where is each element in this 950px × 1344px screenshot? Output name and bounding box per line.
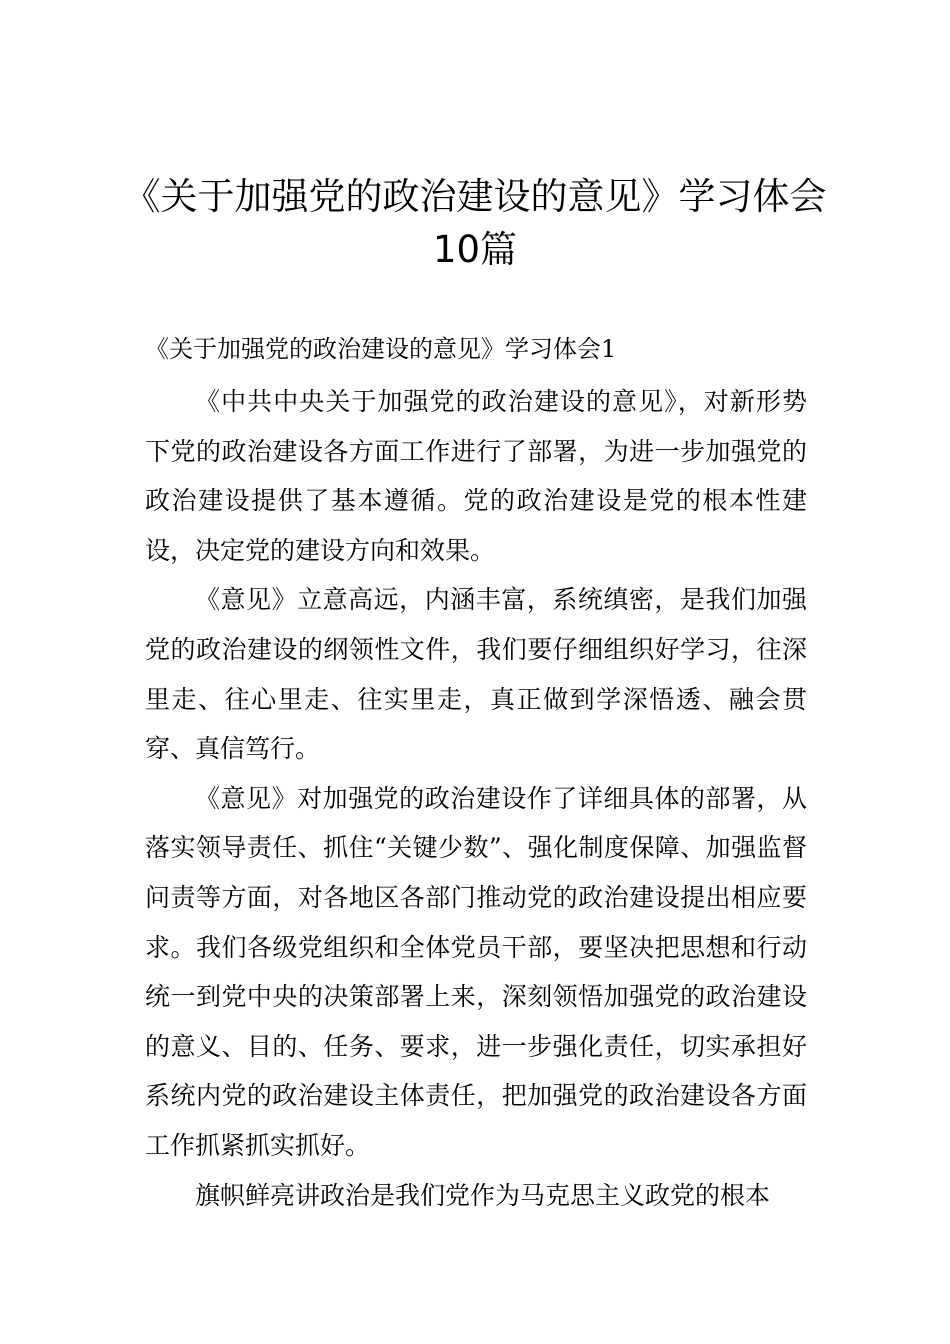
section-heading: 《关于加强党的政治建设的意见》学习体会1 <box>145 335 617 363</box>
paragraph: 旗帜鲜亮讲政治是我们党作为马克思主义政党的根本 <box>195 1180 771 1210</box>
paragraph: 《意见》立意高远，内涵丰富，系统缜密，是我们加强党的政治建设的纲领性文件，我们要仔细组织好学习，往深里走、往心里走、往实里走，真正做到学深悟透、融会贯穿、真信笃行。 <box>145 585 807 764</box>
paragraph: 《意见》对加强党的政治建设作了详细具体的部署，从落实领导责任、抓住“关键少数”、强化制度保障、加强监督问责等方面，对各地区各部门推动党的政治建设提出相应要求。我们各级党组织和全体党员干部，要坚决把思想和行动统一到党中央的决策部署上来，深刻领悟加强党的政治建设的意义、目的、任务、要求，进一步强化责任，切实承担好系统内党的政治建设主体责任，把加强党的政治建设各方面工作抓紧抓实抓好。 <box>145 783 807 1160</box>
paragraph: 《中共中央关于加强党的政治建设的意见》，对新形势下党的政治建设各方面工作进行了部署，为进一步加强党的政治建设提供了基本遵循。党的政治建设是党的根本性建设，决定党的建设方向和效果。 <box>145 387 807 565</box>
document-title: 《关于加强党的政治建设的意见》学习体会10篇 <box>123 175 827 271</box>
document-body <box>145 377 807 1220</box>
